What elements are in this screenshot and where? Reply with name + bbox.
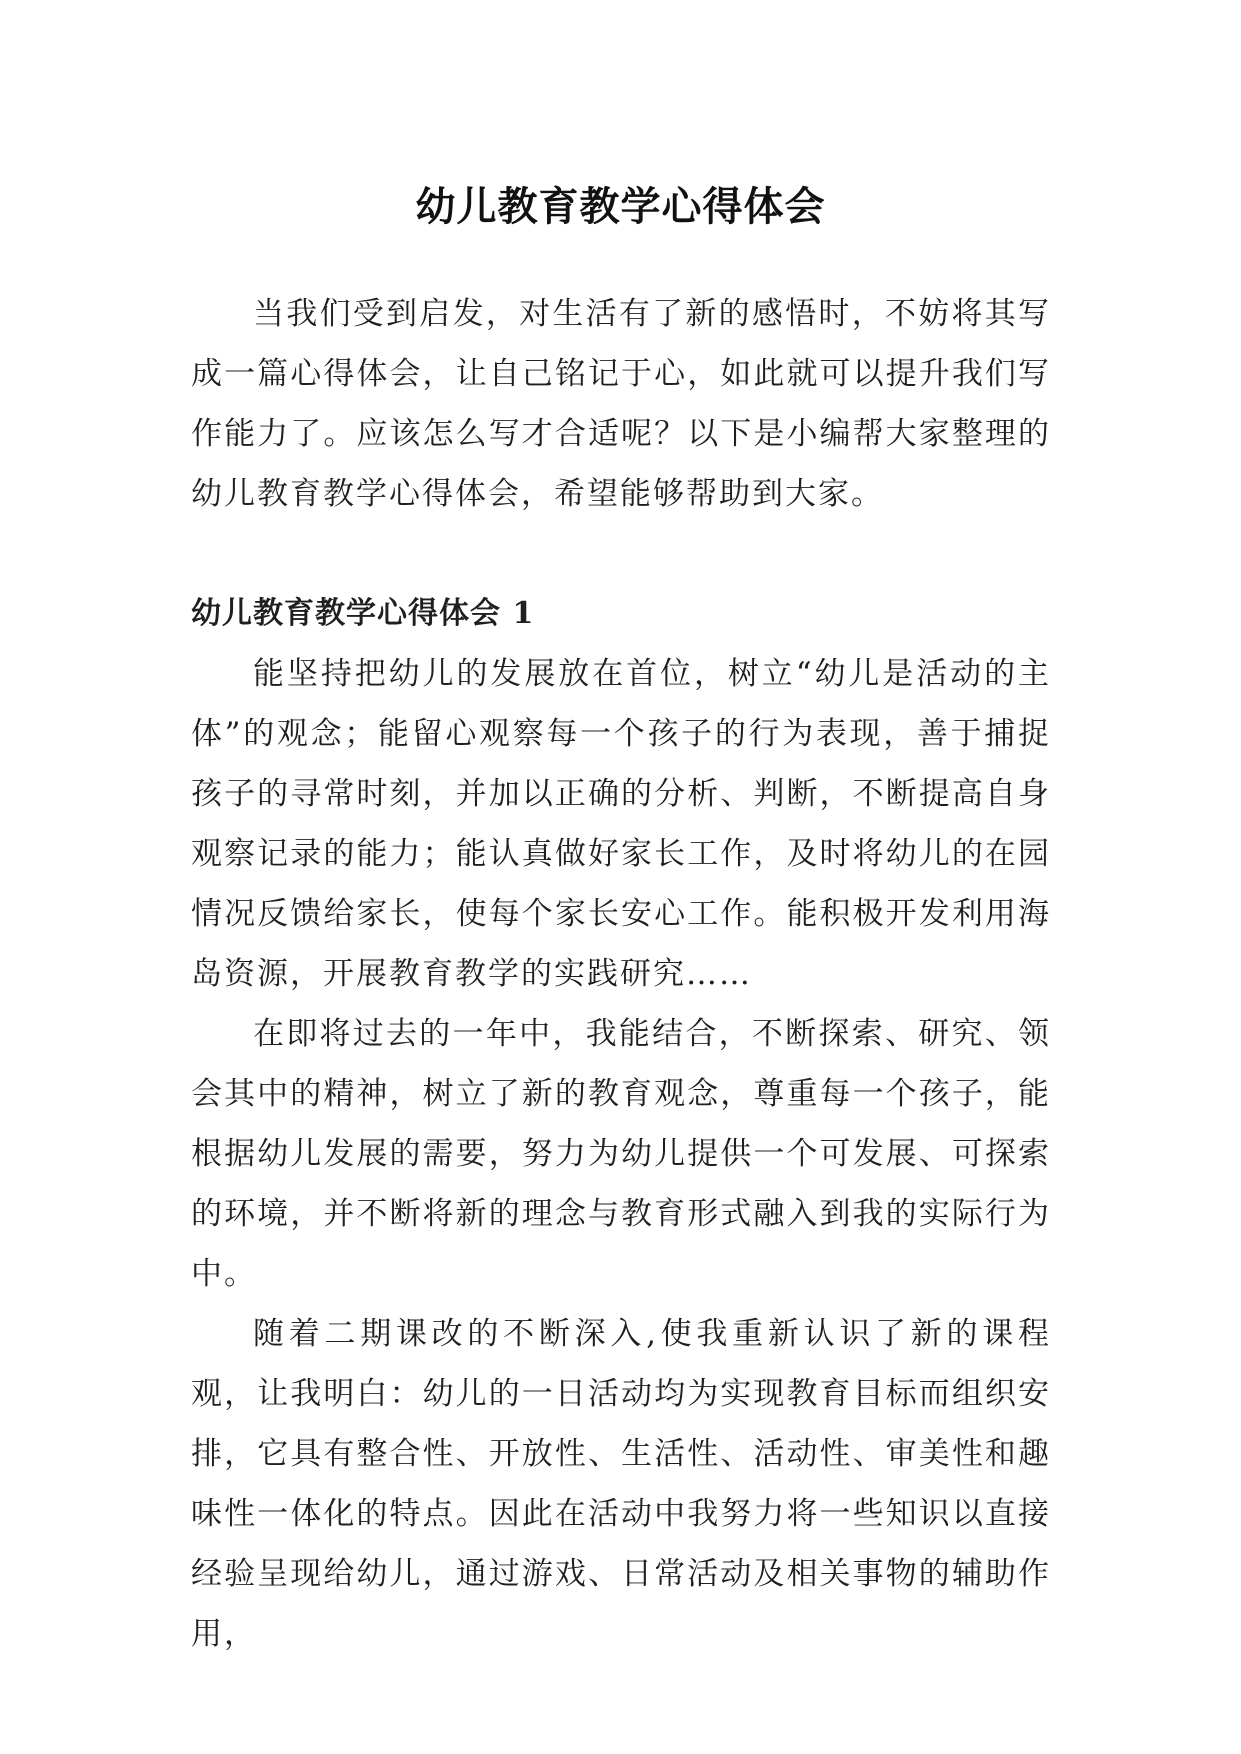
intro-paragraph: 当我们受到启发，对生活有了新的感悟时，不妨将其写成一篇心得体会，让自己铭记于心，如此就可以提升我们写作能力了。应该怎么写才合适呢？以下是小编帮大家整理的幼儿教育教学心得体会，希望能够帮助到大家。 [191, 296, 1051, 512]
body-paragraph: 随着二期课改的不断深入,使我重新认识了新的课程观，让我明白：幼儿的一日活动均为实现教育目标而组织安排，它具有整合性、开放性、生活性、活动性、审美性和趣味性一体化的特点。因此在活动中我努力将一些知识以直接经验呈现给幼儿，通过游戏、日常活动及相关事物的辅助作用， [191, 1316, 1051, 1652]
body-paragraph: 能坚持把幼儿的发展放在首位，树立“幼儿是活动的主体”的观念；能留心观察每一个孩子的行为表现，善于捕捉孩子的寻常时刻，并加以正确的分析、判断，不断提高自身观察记录的能力；能认真做好家长工作，及时将幼儿的在园情况反馈给家长，使每个家长安心工作。能积极开发利用海岛资源，开展教育教学的实践研究…… [191, 656, 1051, 992]
section-heading: 幼儿教育教学心得体会 1 [191, 596, 535, 631]
document-body [191, 284, 1051, 1664]
document-title: 幼儿教育教学心得体会 [415, 183, 826, 230]
body-paragraph: 在即将过去的一年中，我能结合，不断探索、研究、领会其中的精神，树立了新的教育观念，尊重每一个孩子，能根据幼儿发展的需要，努力为幼儿提供一个可发展、可探索的环境，并不断将新的理念与教育形式融入到我的实际行为中。 [191, 1016, 1051, 1292]
